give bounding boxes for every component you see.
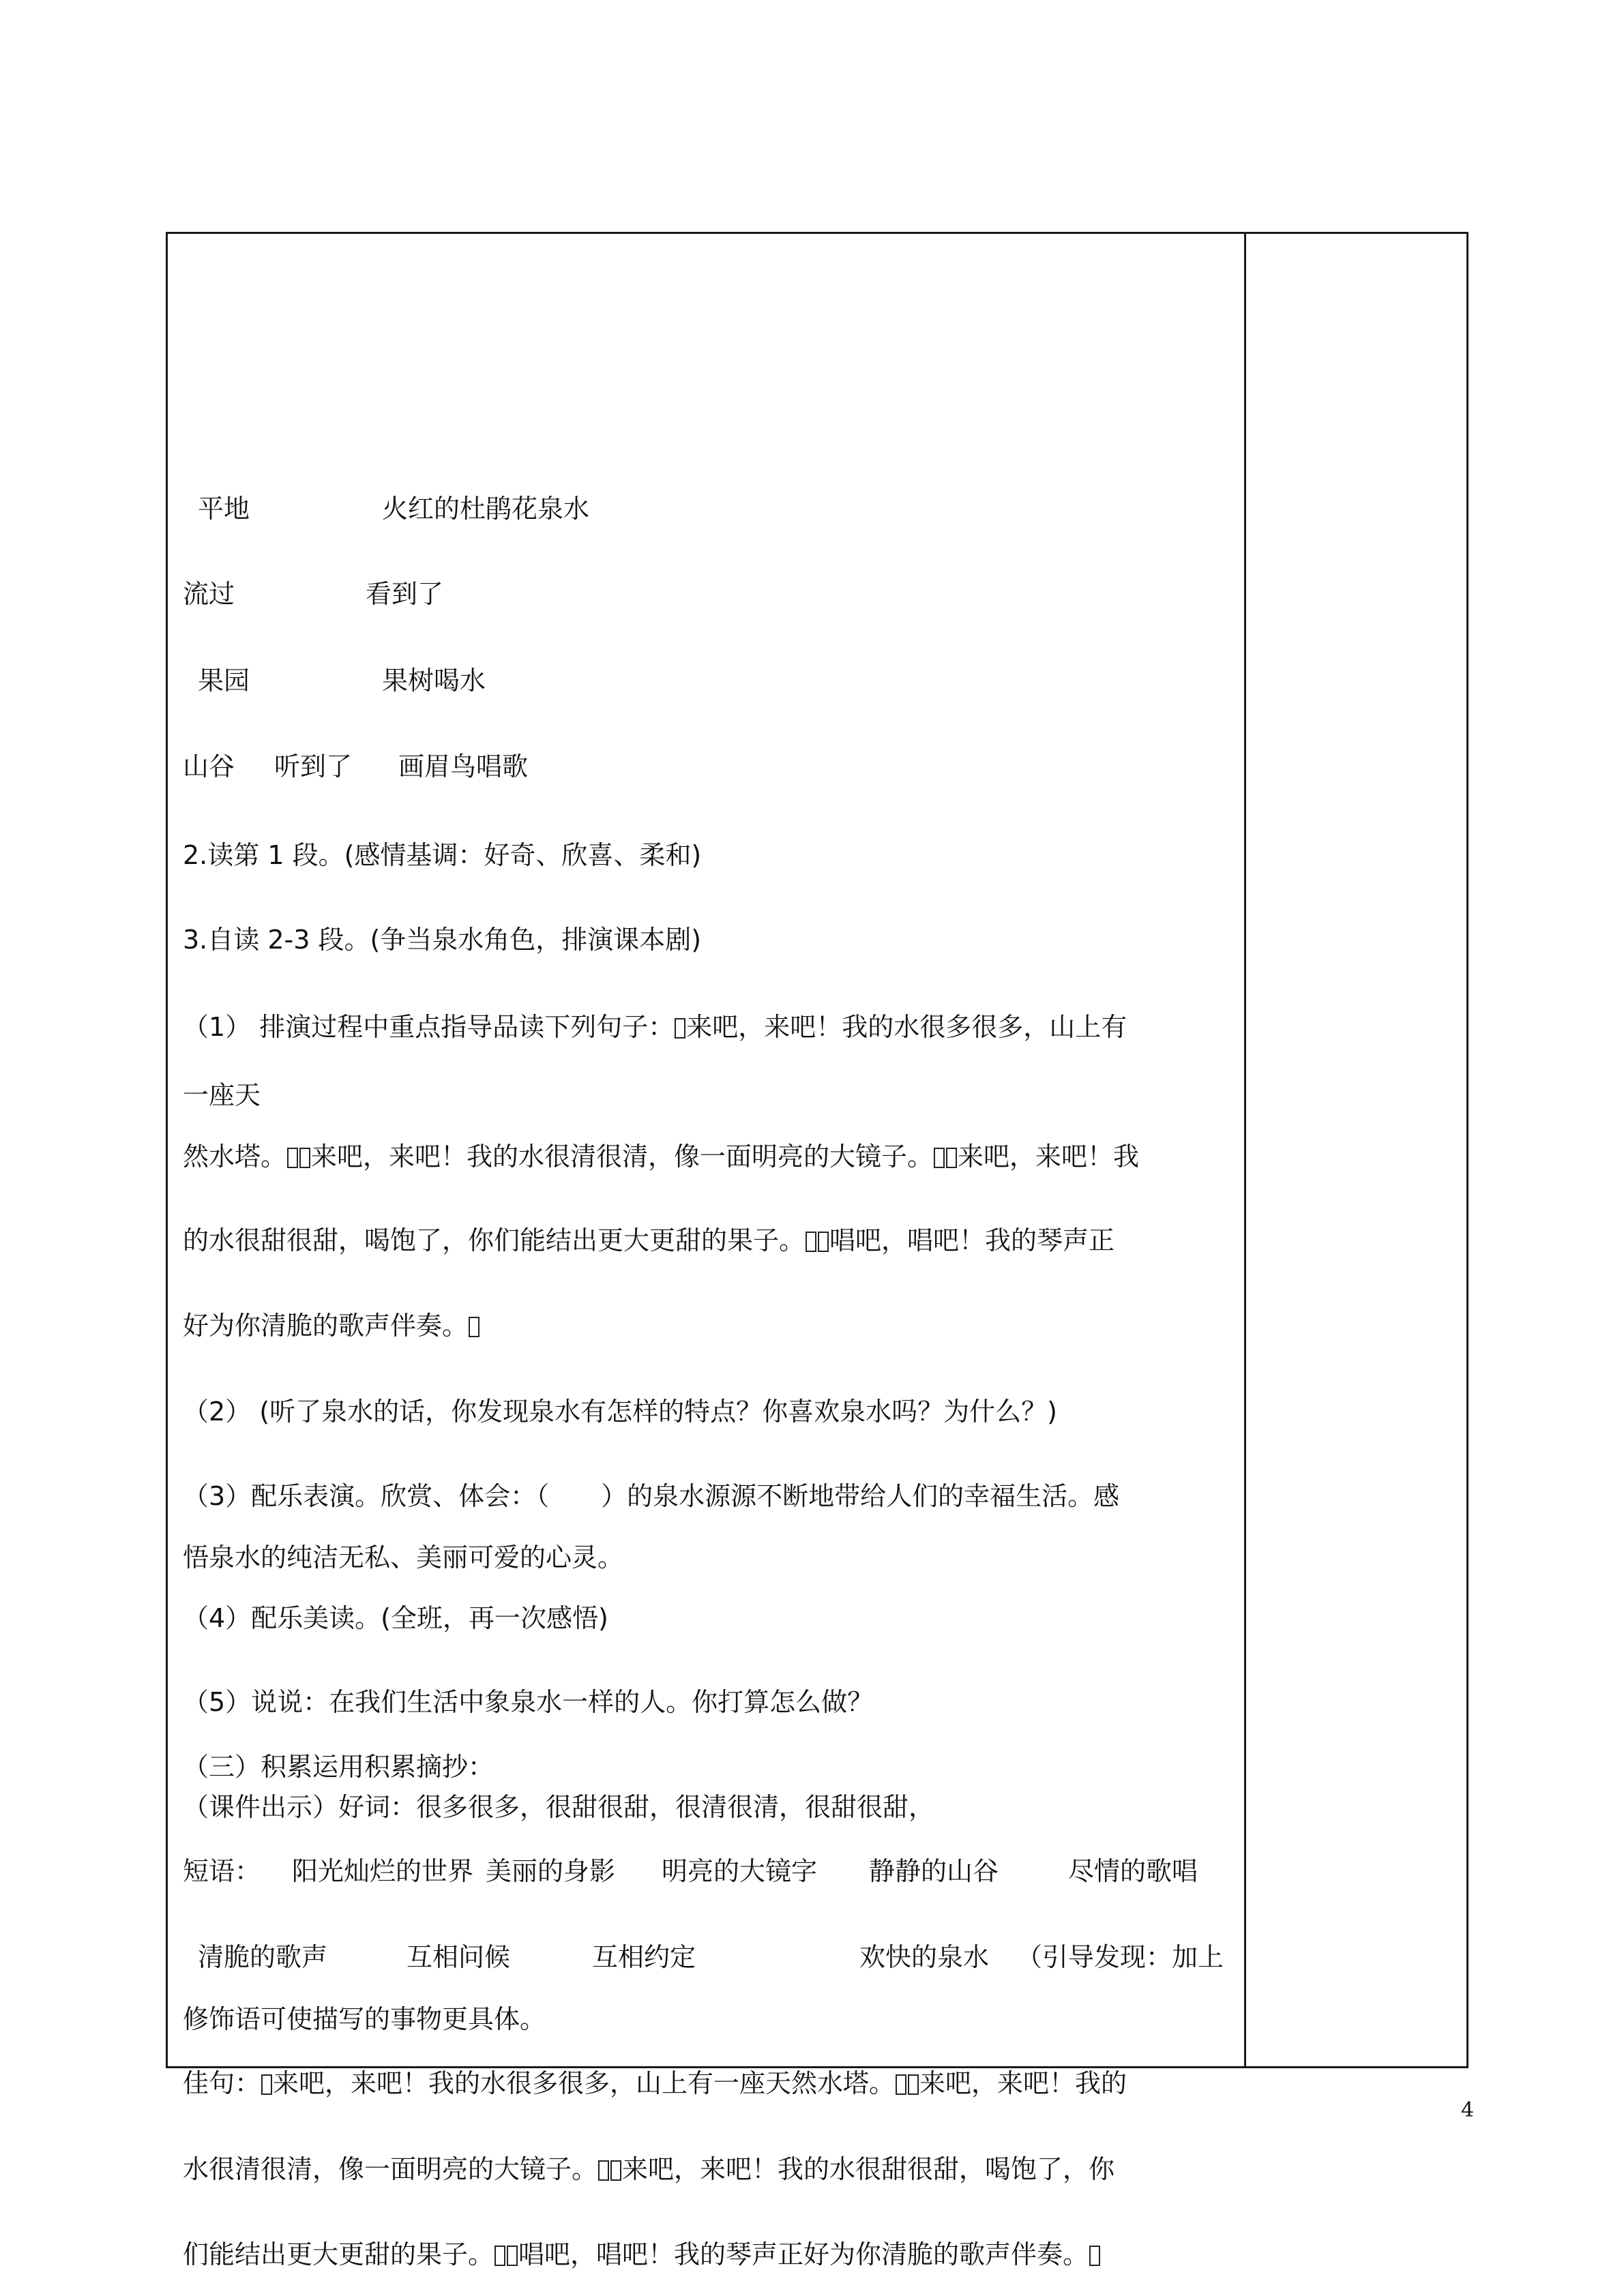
sentences-line-1 <box>183 2068 1127 2099</box>
item1-intro: （1） 排演过程中重点指导品读下列句子： <box>183 1012 675 1042</box>
item1-line2: 一座天 <box>183 1080 261 1110</box>
accumulate-heading: （三）积累运用积累摘抄： <box>183 1752 494 1782</box>
quote-mark-icon <box>287 1148 298 1168</box>
quote-mark-icon <box>675 1018 685 1039</box>
phrase: 尽情的歌唱 <box>1068 1856 1198 1886</box>
item1-line5 <box>183 1310 480 1341</box>
column-divider <box>1244 234 1246 2066</box>
quote-mark-icon <box>507 2246 518 2266</box>
item3-line1: （3）配乐表演。欣赏、体会：（ ）的泉水源源不断地带给人们的幸福生活。感 <box>183 1481 1120 1511</box>
item1-quote: 来吧，来吧！我的水很多很多，山上有 <box>686 1012 1127 1042</box>
mindmap-scene: 果树喝水 <box>382 666 486 696</box>
good-words: （课件出示）好词：很多很多，很甜很甜，很清很清，很甜很甜， <box>183 1792 935 1822</box>
item2: （2） (听了泉水的话，你发现泉水有怎样的特点？你喜欢泉水吗？为什么？) <box>183 1397 1057 1427</box>
sentence-text: 来吧，来吧！我的 <box>919 2068 1127 2098</box>
quote-mark-icon <box>469 1317 479 1337</box>
page-number: 4 <box>1461 2098 1475 2122</box>
guide-continuation: 修饰语可使描写的事物更具体。 <box>183 2004 546 2034</box>
phrase: 欢快的泉水 <box>859 1942 990 1972</box>
sentence-text: 来吧，来吧！我的水很甜很甜，喝饱了，你 <box>622 2154 1115 2184</box>
sentences-line-3 <box>183 2239 1101 2270</box>
item1-line4 <box>183 1225 1114 1256</box>
phrase: 互相约定 <box>592 1942 696 1972</box>
sentence-text: 们能结出更大更甜的果子。 <box>183 2239 494 2269</box>
mindmap-action: 流过 <box>183 579 235 609</box>
phrase: 互相问候 <box>407 1942 511 1972</box>
item1-text: 唱吧，唱吧！我的琴声正 <box>829 1225 1115 1255</box>
item4: （4）配乐美读。(全班，再一次感悟) <box>183 1603 608 1633</box>
lesson-content-cell <box>168 234 1244 2269</box>
guide-text: （引导发现：加上 <box>1016 1942 1224 1972</box>
mindmap-scene: 画眉鸟唱歌 <box>398 751 529 781</box>
item1-text: 来吧，来吧！我的水很清很清，像一面明亮的大镜子。 <box>311 1142 934 1172</box>
phrase: 明亮的大镜字 <box>662 1856 818 1886</box>
item1-text: 来吧，来吧！我 <box>958 1142 1140 1172</box>
quote-mark-icon <box>946 1148 957 1168</box>
mindmap-scene: 看到了 <box>366 579 444 609</box>
step-self-read: 3.自读 2-3 段。(争当泉水角色，排演课本剧) <box>183 925 702 955</box>
item1-line1 <box>183 1011 1127 1043</box>
item1-text: 好为你清脆的歌声伴奏。 <box>183 1311 469 1341</box>
step-read-para1: 2.读第 1 段。(感情基调：好奇、欣喜、柔和) <box>183 840 702 870</box>
quote-mark-icon <box>806 1232 816 1252</box>
mindmap-action: 听到了 <box>274 751 353 781</box>
quote-mark-icon <box>908 2074 919 2095</box>
sentence-text: 来吧，来吧！我的水很多很多，山上有一座天然水塔。 <box>273 2068 896 2098</box>
phrase: 美丽的身影 <box>486 1856 616 1886</box>
item3-line2: 悟泉水的纯洁无私、美丽可爱的心灵。 <box>183 1542 624 1572</box>
quote-mark-icon <box>598 2160 609 2181</box>
phrase: 阳光灿烂的世界 <box>292 1856 474 1886</box>
quote-mark-icon <box>610 2160 621 2181</box>
mindmap-scene: 火红的杜鹃花泉水 <box>382 494 590 524</box>
sentence-text: 唱吧，唱吧！我的琴声正好为你清脆的歌声伴奏。 <box>518 2239 1089 2269</box>
quote-mark-icon <box>818 1232 829 1252</box>
quote-mark-icon <box>494 2246 505 2266</box>
sentence-text: 水很清很清，像一面明亮的大镜子。 <box>183 2154 598 2184</box>
phrases-label: 短语： <box>183 1856 261 1886</box>
mindmap-place: 山谷 <box>183 751 235 781</box>
item5: （5）说说：在我们生活中象泉水一样的人。你打算怎么做？ <box>183 1687 874 1717</box>
quote-mark-icon <box>1089 2246 1100 2266</box>
mindmap-place: 平地 <box>198 494 250 524</box>
mindmap-place: 果园 <box>198 666 250 696</box>
item1-text: 然水塔。 <box>183 1142 287 1172</box>
sentences-line-2 <box>183 2153 1114 2185</box>
quote-mark-icon <box>934 1148 945 1168</box>
item1-line3 <box>183 1141 1139 1172</box>
sentences-label: 佳句： <box>183 2068 261 2098</box>
phrase: 清脆的歌声 <box>198 1942 328 1972</box>
lesson-table <box>166 232 1468 2269</box>
phrase: 静静的山谷 <box>869 1856 999 1886</box>
quote-mark-icon <box>299 1148 310 1168</box>
quote-mark-icon <box>261 2074 272 2095</box>
item1-text: 的水很甜很甜，喝饱了，你们能结出更大更甜的果子。 <box>183 1225 806 1255</box>
quote-mark-icon <box>896 2074 906 2095</box>
